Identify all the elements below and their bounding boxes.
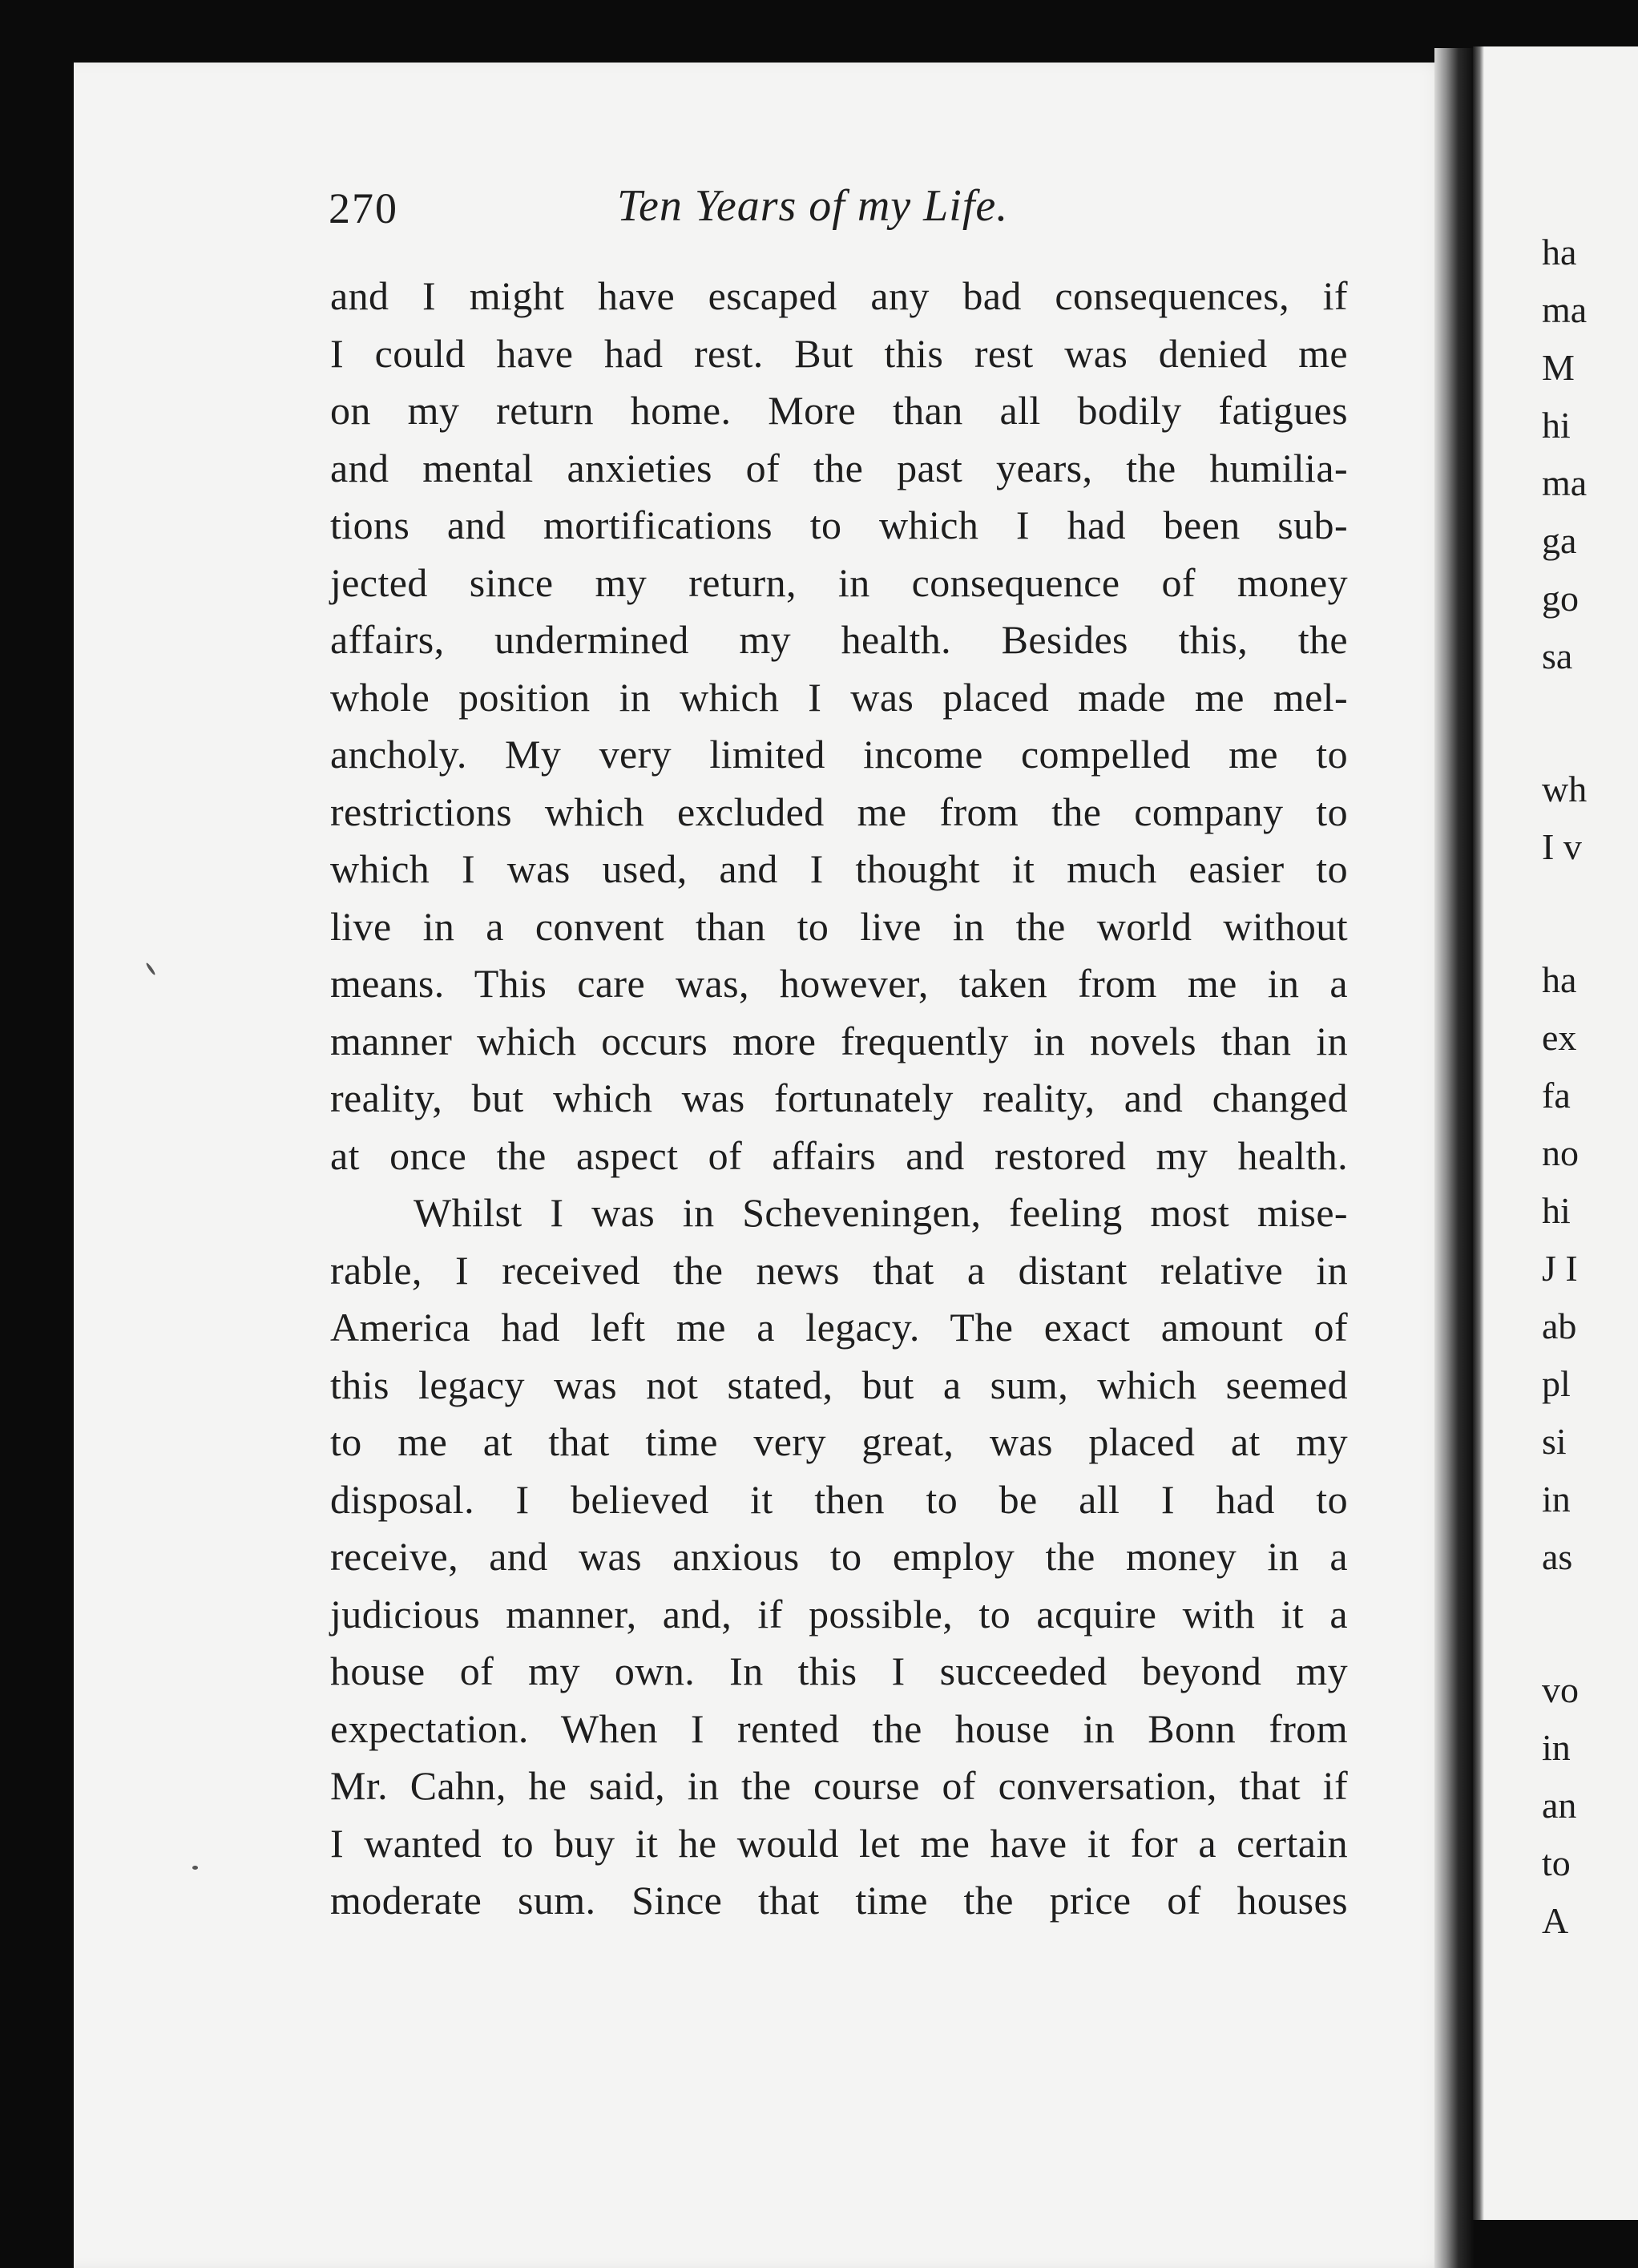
facing-page-fragment: as — [1542, 1536, 1573, 1577]
text-line: on my return home. More than all bodily fatigues — [330, 388, 1348, 433]
facing-page-fragment: go — [1542, 578, 1579, 619]
text-line: which I was used, and I thought it much easier to — [330, 846, 1348, 891]
text-line: expectation. When I rented the house in Bonn from — [330, 1705, 1348, 1751]
facing-page-fragment: I v — [1542, 826, 1582, 867]
page-number: 270 — [329, 184, 398, 232]
facing-page-fragment: si — [1542, 1421, 1567, 1462]
text-line: live in a convent than to live in the world without — [330, 903, 1348, 949]
facing-page-fragment: ga — [1542, 520, 1577, 561]
text-line: restrictions which excluded me from the company to — [330, 789, 1348, 834]
text-line: ancholy. My very limited income compelled me to — [330, 732, 1348, 777]
facing-page-fragment: ha — [1542, 232, 1577, 272]
facing-page-fragment: vo — [1542, 1669, 1579, 1710]
body-text — [330, 268, 1348, 1930]
paragraph-first-line: Whilst I was in Scheveningen, feeling most mise- — [414, 1190, 1348, 1235]
facing-page-fragment: M — [1542, 347, 1575, 388]
facing-page-fragment: pl — [1542, 1363, 1571, 1404]
text-line: house of my own. In this I succeeded beyond my — [330, 1649, 1348, 1693]
text-line: I could have had rest. But this rest was denied me — [330, 330, 1348, 376]
text-line: moderate sum. Since that time the price of houses — [330, 1878, 1348, 1923]
book-gutter — [1434, 48, 1475, 2268]
text-line: manner which occurs more frequently in novels than in — [330, 1018, 1348, 1063]
running-title: Ten Years of my Life. — [617, 181, 1009, 231]
text-line: whole position in which I was placed made me mel- — [330, 674, 1348, 720]
facing-page-fragment: fa — [1542, 1075, 1571, 1116]
text-line: receive, and was anxious to employ the money in a — [330, 1534, 1348, 1579]
text-line: reality, but which was fortunately reality, and changed — [330, 1075, 1348, 1120]
text-line: affairs, undermined my health. Besides this, the — [330, 617, 1348, 662]
facing-page-fragment: in — [1542, 1479, 1571, 1519]
text-line: judicious manner, and, if possible, to acquire with it a — [330, 1591, 1348, 1636]
running-head — [329, 180, 1370, 244]
text-line: I wanted to buy it he would let me have it for a certain — [330, 1820, 1348, 1866]
text-line: to me at that time very great, was placed at my — [330, 1419, 1348, 1464]
text-line: and mental anxieties of the past years, the humilia- — [330, 445, 1348, 490]
text-line: rable, I received the news that a distant relative in — [330, 1247, 1348, 1293]
text-line: Mr. Cahn, he said, in the course of conversation, that if — [330, 1763, 1348, 1808]
facing-page-fragment: ma — [1542, 462, 1588, 503]
text-line: disposal. I believed it then to be all I had to — [330, 1476, 1348, 1522]
facing-page-fragment: no — [1542, 1132, 1579, 1173]
right-page-edge-shadow — [1473, 46, 1484, 2220]
text-line: tions and mortifications to which I had been sub- — [330, 502, 1348, 547]
facing-page-fragment: J I — [1542, 1248, 1578, 1289]
facing-page-fragment: hi — [1542, 1190, 1571, 1231]
facing-page-fragment: to — [1542, 1842, 1571, 1883]
facing-page-fragment: ma — [1542, 289, 1588, 330]
facing-page-fragment: hi — [1542, 405, 1571, 446]
facing-page-fragment: wh — [1542, 769, 1588, 809]
facing-page-fragment: in — [1542, 1727, 1571, 1768]
text-line: at once the aspect of affairs and restored my health. — [330, 1132, 1348, 1178]
scan-speck — [192, 1866, 198, 1870]
facing-page-fragment: ex — [1542, 1017, 1577, 1058]
text-line: this legacy was not stated, but a sum, which seemed — [330, 1362, 1348, 1407]
facing-page-fragment: A — [1542, 1900, 1569, 1941]
facing-page-fragment: ha — [1542, 959, 1577, 1000]
facing-page-fragment: ab — [1542, 1306, 1577, 1346]
facing-page-fragment: sa — [1542, 636, 1573, 676]
text-line: means. This care was, however, taken from me in a — [330, 961, 1348, 1006]
text-line: and I might have escaped any bad consequences, if — [330, 273, 1348, 318]
text-line: America had left me a legacy. The exact amount of — [330, 1305, 1348, 1350]
text-line: jected since my return, in consequence of money — [330, 559, 1348, 605]
facing-page-fragment: an — [1542, 1785, 1577, 1826]
